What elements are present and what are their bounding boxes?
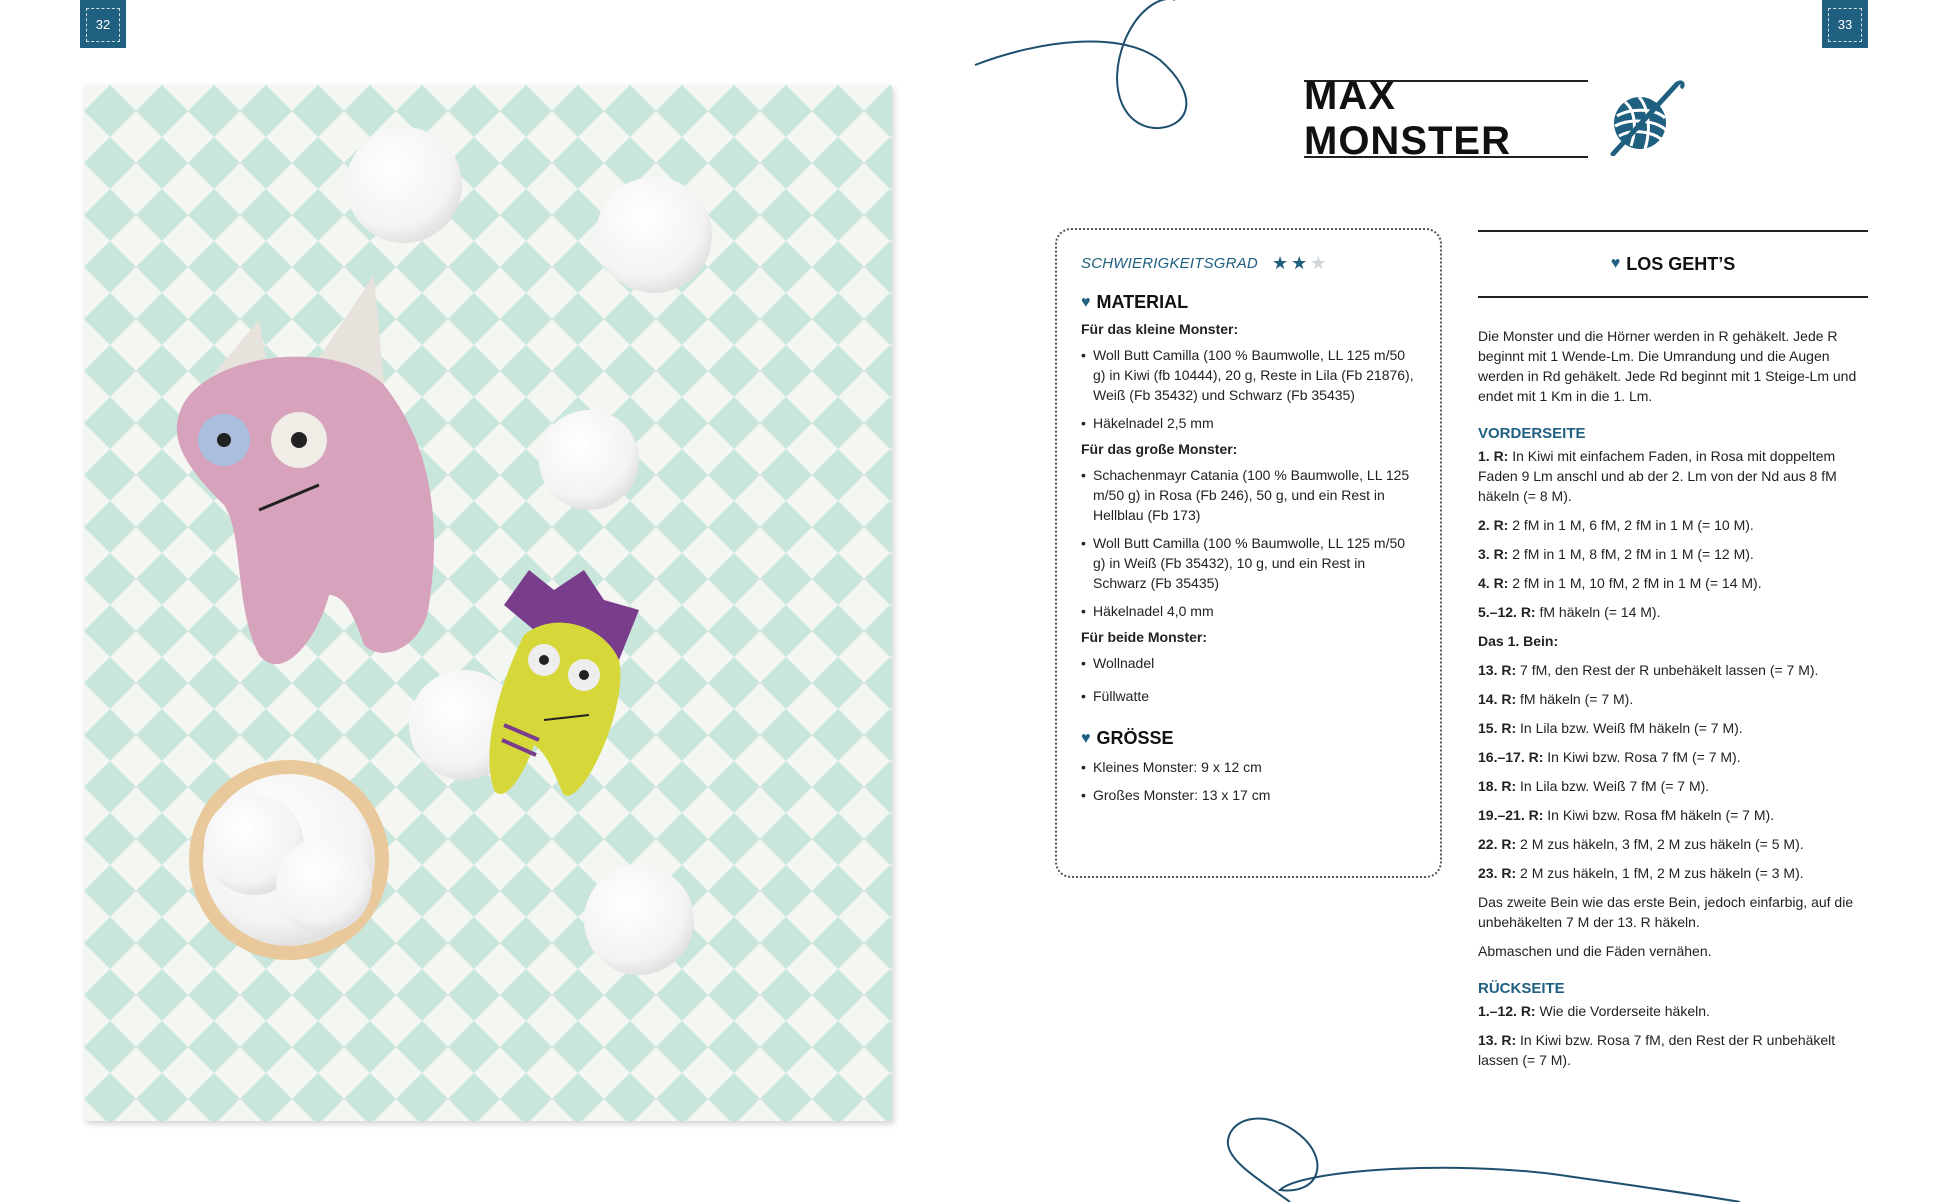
list-item: • Woll Butt Camilla (100 % Baumwolle, LL 125 m/50 g) in Kiwi (fb 10444), 20 g, Reste in Lila (Fb 21876), Weiß (Fb 35432) und Schwarz (Fb 35435) <box>1081 345 1418 405</box>
heart-icon: ♥ <box>1081 293 1091 311</box>
front-rows <box>1478 446 1872 883</box>
instruction-row <box>1478 805 1872 825</box>
row-label: 16.–17. R: <box>1478 749 1544 765</box>
back-heading: RÜCKSEITE <box>1478 980 1565 997</box>
instruction-row <box>1478 1001 1872 1021</box>
heart-icon: ♥ <box>1081 729 1091 747</box>
row-text: In Kiwi bzw. Rosa 7 fM, den Rest der R unbehäkelt lassen (= 7 M). <box>1478 1032 1836 1068</box>
small-monster-label: Für das kleine Monster: <box>1081 321 1239 337</box>
yarn-ball-crochet-hook-icon <box>1605 78 1685 156</box>
list-item: • Wollnadel <box>1081 653 1418 673</box>
row-text: In Kiwi mit einfachem Faden, in Rosa mit doppeltem Faden 9 Lm anschl und ab der 2. Lm von der Nd aus 8 fM häkeln (= 8 M). <box>1478 448 1837 504</box>
row-label: 2. R: <box>1478 517 1509 533</box>
row-label: 1.–12. R: <box>1478 1003 1536 1019</box>
both-monsters-list <box>1081 653 1418 706</box>
row-text: 2 fM in 1 M, 6 fM, 2 fM in 1 M (= 10 M). <box>1512 517 1754 533</box>
large-monster-list <box>1081 465 1418 621</box>
instruction-row <box>1478 747 1872 767</box>
row-text: 2 fM in 1 M, 8 fM, 2 fM in 1 M (= 12 M). <box>1512 546 1754 562</box>
row-text: 2 fM in 1 M, 10 fM, 2 fM in 1 M (= 14 M). <box>1512 575 1762 591</box>
row-text: fM häkeln (= 7 M). <box>1520 691 1634 707</box>
row-label: 3. R: <box>1478 546 1509 562</box>
large-monster-label: Für das große Monster: <box>1081 441 1238 457</box>
row-label: 19.–21. R: <box>1478 807 1544 823</box>
instruction-row <box>1478 573 1872 593</box>
row-label: 15. R: <box>1478 720 1517 736</box>
instruction-row <box>1478 660 1872 680</box>
row-label: 13. R: <box>1478 662 1517 678</box>
instruction-row <box>1478 689 1872 709</box>
front-heading: VORDERSEITE <box>1478 425 1586 442</box>
back-rows <box>1478 1001 1872 1070</box>
instruction-row <box>1478 776 1872 796</box>
star-icon: ★ <box>1291 253 1308 273</box>
instruction-row <box>1478 515 1872 535</box>
instruction-row <box>1478 631 1872 651</box>
row-label: 22. R: <box>1478 836 1517 852</box>
difficulty-label: SCHWIERIGKEITSGRAD <box>1081 254 1258 272</box>
page-number-right: 33 <box>1822 0 1868 48</box>
row-label: 4. R: <box>1478 575 1509 591</box>
row-label: 23. R: <box>1478 865 1517 881</box>
list-item: • Häkelnadel 4,0 mm <box>1081 601 1418 621</box>
row-label: 1. R: <box>1478 448 1509 464</box>
second-leg-text: Das zweite Bein wie das erste Bein, jedoch einfarbig, auf die unbehäkelten 7 M der 13. R häkeln. <box>1478 894 1854 930</box>
star-icon: ★ <box>1271 253 1289 273</box>
row-text: In Kiwi bzw. Rosa 7 fM (= 7 M). <box>1547 749 1741 765</box>
row-text: In Lila bzw. Weiß fM häkeln (= 7 M). <box>1520 720 1743 736</box>
row-text: 7 fM, den Rest der R unbehäkelt lassen (= 7 M). <box>1520 662 1819 678</box>
row-label: 13. R: <box>1478 1032 1517 1048</box>
instructions-heading: ♥ LOS GEHT’S <box>1478 230 1868 298</box>
size-list <box>1081 757 1418 805</box>
instruction-row <box>1478 718 1872 738</box>
instruction-row <box>1478 602 1872 622</box>
monster-photo <box>84 85 892 1121</box>
instruction-row <box>1478 446 1872 506</box>
list-item: • Füllwatte <box>1081 686 1418 706</box>
list-item: • Woll Butt Camilla (100 % Baumwolle, LL 125 m/50 g) in Weiß (Fb 35432), 10 g, und ein Rest in Schwarz (Fb 35435) <box>1081 533 1418 593</box>
list-item: • Kleines Monster: 9 x 12 cm <box>1081 757 1418 777</box>
row-label: 14. R: <box>1478 691 1517 707</box>
list-item: • Schachenmayr Catania (100 % Baumwolle, LL 125 m/50 g) in Rosa (Fb 246), 50 g, und ein Rest in Hellblau (Fb 173) <box>1081 465 1418 525</box>
instruction-row <box>1478 834 1872 854</box>
instructions-column <box>1478 326 1872 1079</box>
small-monster-list <box>1081 345 1418 433</box>
row-text: 2 M zus häkeln, 3 fM, 2 M zus häkeln (= 5 M). <box>1520 836 1804 852</box>
crochet-monsters-image <box>84 85 892 1121</box>
row-text: In Lila bzw. Weiß 7 fM (= 7 M). <box>1520 778 1710 794</box>
difficulty-stars <box>1272 254 1326 272</box>
row-text: Wie die Vorderseite häkeln. <box>1539 1003 1710 1019</box>
size-heading: ♥ GRÖSSE <box>1081 728 1174 748</box>
finish-text: Abmaschen und die Fäden vernähen. <box>1478 943 1712 959</box>
instruction-row <box>1478 863 1872 883</box>
row-label: 5.–12. R: <box>1478 604 1536 620</box>
material-box <box>1055 228 1442 878</box>
row-text: fM häkeln (= 14 M). <box>1539 604 1661 620</box>
difficulty-row <box>1081 254 1418 272</box>
page-title: MAX MONSTER <box>1304 80 1588 158</box>
heart-icon: ♥ <box>1610 255 1621 272</box>
row-text: In Kiwi bzw. Rosa fM häkeln (= 7 M). <box>1547 807 1775 823</box>
page-number-left: 32 <box>80 0 126 48</box>
material-heading: ♥ MATERIAL <box>1081 292 1189 312</box>
instruction-row <box>1478 544 1872 564</box>
list-item: • Großes Monster: 13 x 17 cm <box>1081 785 1418 805</box>
row-text: 2 M zus häkeln, 1 fM, 2 M zus häkeln (= 3 M). <box>1520 865 1804 881</box>
both-monsters-label: Für beide Monster: <box>1081 629 1208 645</box>
instruction-row <box>1478 1030 1872 1070</box>
star-icon: ★ <box>1310 253 1327 273</box>
intro-text: Die Monster und die Hörner werden in R gehäkelt. Jede R beginnt mit 1 Wende-Lm. Die Umrandung und die Augen werden in Rd gehäkelt. Jede Rd beginnt mit 1 Steige-Lm und endet mit 1 Km in die 1. Lm. <box>1478 328 1857 404</box>
list-item: • Häkelnadel 2,5 mm <box>1081 413 1418 433</box>
row-label: Das 1. Bein: <box>1478 633 1559 649</box>
row-label: 18. R: <box>1478 778 1517 794</box>
